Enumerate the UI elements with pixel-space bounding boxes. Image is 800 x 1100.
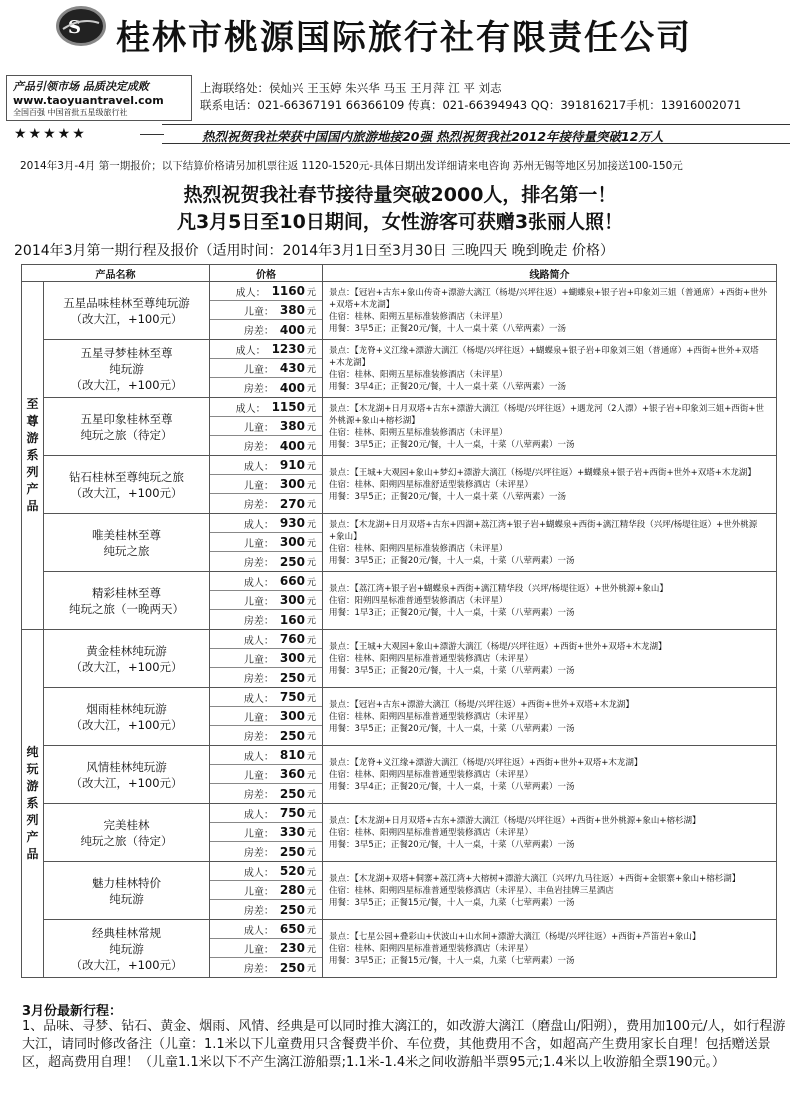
price-value: 760 <box>279 632 305 646</box>
price-value: 250 <box>279 902 305 917</box>
rating-stars: ★★★★★ <box>14 126 87 142</box>
route-line: 景点：【冠岩+古东+漂游大漓江（杨堤/兴坪往返）+西街+世外+双塔+木龙湖】 <box>329 699 634 710</box>
product-name <box>44 456 210 514</box>
price-cell <box>210 572 323 630</box>
product-name-line: （改大江，+100元） <box>70 485 183 500</box>
price-value: 300 <box>279 535 305 549</box>
route-line: 用餐：3早5正；正餐20元/餐，十人一桌，十菜（八荤两素）一汤 <box>329 439 575 450</box>
price-row-room <box>210 378 322 397</box>
table-row <box>22 282 777 340</box>
itinerary-table <box>21 264 777 978</box>
price-unit: 元 <box>306 790 316 800</box>
congrats-banner: 热烈祝贺我社荣获中国国内旅游地接20强 热烈祝贺我社2012年接待量突破12万人 <box>162 124 790 144</box>
price-row-adult <box>210 920 322 939</box>
product-name-line: 纯玩之旅（待定） <box>80 833 173 848</box>
price-row-adult <box>210 804 322 823</box>
price-notice: 2014年3月-4月 第一期报价；以下结算价格请另加机票往返 1120-1520元-具体日期出发详细请来电咨询 苏州无锡等地区另加接送100-150元 <box>20 160 683 172</box>
price-value: 280 <box>279 883 305 897</box>
price-unit: 元 <box>306 558 316 568</box>
brand-box <box>6 75 192 121</box>
contact-line-2: 联系电话：021-66367191 66366109 传真：021-66394943 QQ：391816217手机：13916002071 <box>200 98 742 112</box>
price-label: 儿童： <box>243 364 274 376</box>
product-name-line: 纯玩游 <box>109 941 144 956</box>
product-name-line: （改大江，+100元） <box>70 717 183 732</box>
price-cell <box>210 862 323 920</box>
route-line: 用餐：3早5正；正餐20元/餐，十人一桌十菜（八荤两素）一汤 <box>329 491 566 502</box>
price-value: 250 <box>279 844 305 859</box>
price-label: 房差： <box>243 790 274 801</box>
price-label: 儿童： <box>243 712 274 724</box>
price-unit: 元 <box>306 635 316 646</box>
price-label: 儿童： <box>243 596 274 608</box>
price-value: 750 <box>279 690 305 704</box>
price-unit: 元 <box>306 944 316 955</box>
price-value: 750 <box>279 806 305 820</box>
product-name-line: 黄金桂林纯玩游 <box>86 643 167 658</box>
price-row-room <box>210 842 322 861</box>
price-row-adult <box>210 456 322 475</box>
price-label: 成人： <box>243 577 274 589</box>
product-name-line: 钻石桂林至尊纯玩之旅 <box>69 469 184 484</box>
price-unit: 元 <box>306 577 316 588</box>
route-cell <box>323 920 777 978</box>
route-line: 用餐：3早4正；正餐20元/餐，十人一桌十菜（八荤两素）一汤 <box>329 381 566 392</box>
price-label: 房差： <box>243 326 274 337</box>
price-unit: 元 <box>306 654 316 665</box>
route-line: 景点：【木龙湖+日月双塔+古东+漂游大漓江（杨堤/兴坪往返）+西街+世外桃源+象山+榕杉湖】 <box>329 815 701 826</box>
price-unit: 元 <box>306 674 316 684</box>
price-value: 650 <box>279 922 305 936</box>
price-row-adult <box>210 688 322 707</box>
price-unit: 元 <box>306 867 316 878</box>
route-line: 景点：【荔江湾+银子岩+蝴蝶泉+西街+漓江精华段（兴坪/杨堤往返）+世外桃源+象山】 <box>329 583 668 594</box>
header <box>0 0 800 75</box>
product-name-line: （改大江，+100元） <box>70 957 183 972</box>
price-value: 250 <box>279 670 305 685</box>
price-row-room <box>210 610 322 629</box>
price-row-adult <box>210 398 322 417</box>
product-name-line: 完美桂林 <box>103 817 150 832</box>
route-line: 用餐：3早5正；正餐20元/餐，十人一桌十菜（八荤两素）一汤 <box>329 323 566 334</box>
route-line: 用餐：3早5正；正餐15元/餐，十人一桌，九菜（七荤两素）一汤 <box>329 897 575 908</box>
price-row-child <box>210 649 322 668</box>
price-label: 成人： <box>243 867 274 879</box>
price-value: 380 <box>279 303 305 317</box>
route-line: 用餐：3早5正；正餐20元/餐，十人一桌，十菜（八荤两素）一汤 <box>329 665 575 676</box>
price-row-room <box>210 320 322 339</box>
price-unit: 元 <box>306 461 316 472</box>
price-value: 250 <box>279 786 305 801</box>
table-header-row <box>22 265 777 282</box>
price-row-child <box>210 417 322 436</box>
price-label: 成人： <box>243 519 274 531</box>
price-value: 160 <box>279 612 305 627</box>
price-cell <box>210 746 323 804</box>
route-line: 用餐：3早5正；正餐20元/餐，十人一桌，十菜（八荤两素）一汤 <box>329 555 575 566</box>
product-name <box>44 572 210 630</box>
price-value: 360 <box>279 767 305 781</box>
price-cell <box>210 456 323 514</box>
price-unit: 元 <box>306 964 316 974</box>
contact-line-1: 上海联络处：侯灿兴 王玉婷 朱兴华 马玉 王月萍 江 平 刘志 <box>200 81 502 95</box>
price-cell <box>210 630 323 688</box>
price-row-room <box>210 900 322 919</box>
price-row-child <box>210 765 322 784</box>
price-label: 房差： <box>243 848 274 859</box>
price-unit: 元 <box>306 384 316 394</box>
price-unit: 元 <box>306 906 316 916</box>
product-name <box>44 688 210 746</box>
table-row <box>22 804 777 862</box>
product-name-line: 五星寻梦桂林至尊 <box>80 345 173 360</box>
route-line: 住宿：阳朔四星标准普通型装修酒店（未评星） <box>329 595 508 606</box>
price-label: 成人： <box>235 287 266 299</box>
price-unit: 元 <box>306 519 316 530</box>
price-label: 儿童： <box>243 422 274 434</box>
table-row <box>22 456 777 514</box>
price-label: 成人： <box>243 809 274 821</box>
product-name-line: 精彩桂林至尊 <box>92 585 161 600</box>
price-row-adult <box>210 572 322 591</box>
price-value: 400 <box>279 438 305 453</box>
route-cell <box>323 746 777 804</box>
product-name-line: 五星品味桂林至尊纯玩游 <box>63 295 190 310</box>
price-row-child <box>210 591 322 610</box>
price-value: 1160 <box>271 284 305 298</box>
route-cell <box>323 282 777 340</box>
table-row <box>22 920 777 978</box>
route-line: 住宿：桂林、阳朔四星标准普通型装修酒店（未评星） <box>329 653 534 664</box>
price-unit: 元 <box>306 770 316 781</box>
price-label: 成人： <box>243 635 274 647</box>
table-row <box>22 862 777 920</box>
price-row-room <box>210 436 322 455</box>
price-row-adult <box>210 514 322 533</box>
price-label: 儿童： <box>243 944 274 956</box>
route-line: 用餐：3早5正；正餐20元/餐，十人一桌，十菜（八荤两素）一汤 <box>329 839 575 850</box>
product-name <box>44 282 210 340</box>
product-name <box>44 746 210 804</box>
price-unit: 元 <box>306 500 316 510</box>
product-name <box>44 630 210 688</box>
product-name-line: （改大江，+100元） <box>70 377 183 392</box>
route-line: 用餐：3早5正；正餐20元/餐，十人一桌，十菜（八荤两素）一汤 <box>329 723 575 734</box>
price-label: 成人： <box>243 751 274 763</box>
price-label: 房差： <box>243 616 274 627</box>
price-value: 400 <box>279 380 305 395</box>
price-cell <box>210 282 323 340</box>
price-unit: 元 <box>306 809 316 820</box>
headline-1: 热烈祝贺我社春节接待量突破2000人，排名第一！ <box>183 184 617 206</box>
route-line: 景点：【龙脊+义江缘+漂游大漓江（杨堤/兴坪往返）+蝴蝶泉+银子岩+印象刘三姐（普通席）+西街+世外+双塔+木龙湖】 <box>329 345 759 368</box>
itinerary-title: 2014年3月第一期行程及报价（适用时间：2014年3月1日至3月30日 三晚四天 晚到晚走 价格） <box>14 243 615 259</box>
price-row-child <box>210 301 322 320</box>
website-link[interactable]: www.taoyuantravel.com <box>13 94 164 107</box>
price-row-child <box>210 533 322 552</box>
product-name-line: 经典桂林常规 <box>92 925 161 940</box>
route-cell <box>323 398 777 456</box>
route-line: 景点：【龙脊+义江缘+漂游大漓江（杨堤/兴坪往返）+西街+世外+双塔+木龙湖】 <box>329 757 643 768</box>
price-value: 430 <box>279 361 305 375</box>
table-row <box>22 746 777 804</box>
route-cell <box>323 572 777 630</box>
product-name <box>44 340 210 398</box>
price-label: 房差： <box>243 906 274 917</box>
price-row-room <box>210 958 322 977</box>
price-label: 房差： <box>243 384 274 395</box>
price-value: 1150 <box>271 400 305 414</box>
price-row-child <box>210 707 322 726</box>
route-line: 景点：【王城+大观园+象山+漂游大漓江（杨堤/兴坪往返）+西街+世外+双塔+木龙湖】 <box>329 641 667 652</box>
price-row-room <box>210 552 322 571</box>
price-row-adult <box>210 746 322 765</box>
product-name <box>44 804 210 862</box>
price-label: 儿童： <box>243 770 274 782</box>
price-label: 儿童： <box>243 654 274 666</box>
company-logo-icon <box>56 6 106 46</box>
table-row <box>22 630 777 688</box>
price-unit: 元 <box>306 442 316 452</box>
price-value: 300 <box>279 593 305 607</box>
price-label: 儿童： <box>243 306 274 318</box>
price-label: 房差： <box>243 500 274 511</box>
route-line: 住宿：桂林、阳朔四星标准普通型装修酒店（未评星） <box>329 769 534 780</box>
price-value: 300 <box>279 651 305 665</box>
price-unit: 元 <box>306 422 316 433</box>
route-line: 景点：【七星公园+叠彩山+伏波山+山水间+漂游大漓江（杨堤/兴坪往返）+西街+芦笛岩+象山】 <box>329 931 701 942</box>
price-label: 成人： <box>243 693 274 705</box>
price-unit: 元 <box>306 538 316 549</box>
route-line: 住宿：桂林、阳朔五星标准装修酒店（未评星） <box>329 311 508 322</box>
price-unit: 元 <box>306 364 316 375</box>
product-name-line: 烟雨桂林纯玩游 <box>86 701 167 716</box>
route-line: 用餐：1早3正；正餐20元/餐，十人一桌，十菜（八荤两素）一汤 <box>329 607 575 618</box>
price-row-child <box>210 475 322 494</box>
price-label: 房差： <box>243 558 274 569</box>
price-label: 成人： <box>243 461 274 473</box>
product-name-line: 魅力桂林特价 <box>92 875 161 890</box>
price-label: 儿童： <box>243 480 274 492</box>
route-line: 景点：【木龙湖+日月双塔+古东+漂游大漓江（杨堤/兴坪往返）+遇龙河（2人漂）+银子岩+印象刘三姐+西街+世外桃源+象山+榕杉湖】 <box>329 403 765 426</box>
price-unit: 元 <box>306 848 316 858</box>
route-cell <box>323 688 777 746</box>
price-row-child <box>210 881 322 900</box>
price-unit: 元 <box>306 712 316 723</box>
price-value: 250 <box>279 960 305 975</box>
price-label: 房差： <box>243 964 274 975</box>
price-unit: 元 <box>306 306 316 317</box>
price-label: 儿童： <box>243 886 274 898</box>
brand-tags: 全国百强 中国首批五星级旅行社 <box>13 108 128 117</box>
footer-body: 1、品味、寻梦、钻石、黄金、烟雨、风情、经典是可以同时推大漓江的，如改游大漓江（磨盘山/阳朔），费用加100元/人，如行程游大江，请同时修改备注（儿童：1.1米以下儿童费用只含餐费半价、车位费，其他费用不含，如超高产生费用家长自理！包括赠送景区，超高费用自理！（儿童1.1米以下不产生漓江游船票;1.1米-1.4米之间收游船半票95元;1.4米以上收游船全票190元。） <box>22 1019 786 1070</box>
route-line: 住宿：桂林、阳朔四星标准装修酒店（未评星） <box>329 543 508 554</box>
price-label: 成人： <box>235 403 266 415</box>
price-cell <box>210 340 323 398</box>
route-cell <box>323 340 777 398</box>
route-cell <box>323 456 777 514</box>
headline-2: 凡3月5日至10日期间，女性游客可获赠3张丽人照！ <box>176 211 624 233</box>
price-label: 房差： <box>243 442 274 453</box>
price-unit: 元 <box>306 828 316 839</box>
price-value: 380 <box>279 419 305 433</box>
route-cell <box>323 630 777 688</box>
price-unit: 元 <box>306 403 316 414</box>
divider <box>140 134 164 135</box>
price-row-adult <box>210 862 322 881</box>
route-cell <box>323 862 777 920</box>
price-unit: 元 <box>306 345 316 356</box>
table-body <box>22 282 777 978</box>
route-line: 用餐：3早4正；正餐20元/餐，十人一桌，十菜（八荤两素）一汤 <box>329 781 575 792</box>
price-cell <box>210 514 323 572</box>
price-label: 房差： <box>243 732 274 743</box>
price-value: 520 <box>279 864 305 878</box>
product-name-line: 纯玩游 <box>109 891 144 906</box>
price-value: 270 <box>279 496 305 511</box>
header-price: 价格 <box>210 265 323 282</box>
price-unit: 元 <box>306 480 316 491</box>
table-row <box>22 398 777 456</box>
route-line: 住宿：桂林、阳朔五星标准装修酒店（未评星） <box>329 369 508 380</box>
price-row-adult <box>210 340 322 359</box>
price-unit: 元 <box>306 925 316 936</box>
company-name: 桂林市桃源国际旅行社有限责任公司 <box>116 18 692 58</box>
price-row-child <box>210 359 322 378</box>
route-line: 住宿：桂林、阳朔四星标准普通型装修酒店（未评星）、丰鱼岩挂牌三星酒店 <box>329 885 614 896</box>
price-value: 300 <box>279 477 305 491</box>
price-label: 儿童： <box>243 828 274 840</box>
contact-info <box>200 80 741 114</box>
route-line: 住宿：桂林、阳朔五星标准装修酒店（未评星） <box>329 427 508 438</box>
price-unit: 元 <box>306 287 316 298</box>
price-cell <box>210 920 323 978</box>
price-label: 房差： <box>243 674 274 685</box>
price-value: 660 <box>279 574 305 588</box>
price-value: 1230 <box>271 342 305 356</box>
price-row-adult <box>210 630 322 649</box>
table-row <box>22 514 777 572</box>
table-row <box>22 340 777 398</box>
product-name-line: 纯玩游 <box>109 361 144 376</box>
price-unit: 元 <box>306 326 316 336</box>
footer-title: 3月份最新行程： <box>22 1004 123 1019</box>
product-name-line: 纯玩之旅（待定） <box>80 427 173 442</box>
product-name <box>44 398 210 456</box>
price-value: 930 <box>279 516 305 530</box>
route-line: 住宿：桂林、阳朔四星标准普通型装修酒店（未评星） <box>329 827 534 838</box>
route-line: 景点：【冠岩+古东+象山传奇+漂游大漓江（杨堤/兴坪往返）+蝴蝶泉+银子岩+印象刘三姐（普通席）+西街+世外+双塔+木龙湖】 <box>329 287 768 310</box>
price-unit: 元 <box>306 886 316 897</box>
slogan: 产品引领市场 品质决定成败 <box>13 80 149 93</box>
price-row-adult <box>210 282 322 301</box>
price-value: 810 <box>279 748 305 762</box>
route-line: 住宿：桂林、阳朔四星标准普通型装修酒店（未评星） <box>329 711 534 722</box>
price-unit: 元 <box>306 732 316 742</box>
price-row-room <box>210 494 322 513</box>
product-name <box>44 920 210 978</box>
route-line: 住宿：桂林、阳朔四星标准普通型装修酒店（未评星） <box>329 943 534 954</box>
route-line: 景点：【木龙湖+双塔+侗寨+荔江湾+大榕树+漂游大漓江（兴坪/九马往返）+西街+金银寨+象山+榕杉湖】 <box>329 873 741 884</box>
product-name-line: （改大江，+100元） <box>70 659 183 674</box>
price-value: 300 <box>279 709 305 723</box>
table-row <box>22 572 777 630</box>
price-label: 儿童： <box>243 538 274 550</box>
table-row <box>22 688 777 746</box>
route-line: 景点：【木龙湖+日月双塔+古东+四湖+荔江湾+银子岩+蝴蝶泉+西街+漓江精华段（兴坪/杨堤往返）+世外桃源+象山】 <box>329 519 758 542</box>
group-label: 纯玩游系列产品 <box>22 630 44 978</box>
price-row-room <box>210 726 322 745</box>
product-name-line: 唯美桂林至尊 <box>92 527 161 542</box>
price-cell <box>210 688 323 746</box>
route-cell <box>323 804 777 862</box>
price-row-child <box>210 939 322 958</box>
product-name-line: 风情桂林纯玩游 <box>86 759 167 774</box>
header-route: 线路简介 <box>323 265 777 282</box>
price-label: 成人： <box>235 345 266 357</box>
product-name <box>44 514 210 572</box>
price-value: 250 <box>279 728 305 743</box>
price-value: 910 <box>279 458 305 472</box>
price-value: 230 <box>279 941 305 955</box>
route-line: 景点：【王城+大观园+象山+梦幻+漂游大漓江（杨堤/兴坪往返）+蝴蝶泉+银子岩+西街+世外+双塔+木龙湖】 <box>329 467 756 478</box>
product-name <box>44 862 210 920</box>
price-unit: 元 <box>306 616 316 626</box>
svg-text:S: S <box>68 17 81 38</box>
price-row-child <box>210 823 322 842</box>
price-unit: 元 <box>306 596 316 607</box>
header-product: 产品名称 <box>22 265 210 282</box>
route-line: 住宿：桂林、阳朔四星标准舒适型装修酒店（未评星） <box>329 479 534 490</box>
price-cell <box>210 398 323 456</box>
price-unit: 元 <box>306 751 316 762</box>
price-value: 250 <box>279 554 305 569</box>
product-name-line: （改大江，+100元） <box>70 775 183 790</box>
product-name-line: （改大江，+100元） <box>70 311 183 326</box>
price-label: 成人： <box>243 925 274 937</box>
group-label: 至尊游系列产品 <box>22 282 44 630</box>
route-cell <box>323 514 777 572</box>
route-line: 用餐：3早5正；正餐15元/餐，十人一桌，九菜（七荤两素）一汤 <box>329 955 575 966</box>
price-cell <box>210 804 323 862</box>
price-value: 330 <box>279 825 305 839</box>
price-unit: 元 <box>306 693 316 704</box>
product-name-line: 纯玩之旅（一晚两天） <box>69 601 184 616</box>
price-value: 400 <box>279 322 305 337</box>
product-name-line: 纯玩之旅 <box>103 543 150 558</box>
product-name-line: 五星印象桂林至尊 <box>80 411 173 426</box>
price-row-room <box>210 668 322 687</box>
price-row-room <box>210 784 322 803</box>
